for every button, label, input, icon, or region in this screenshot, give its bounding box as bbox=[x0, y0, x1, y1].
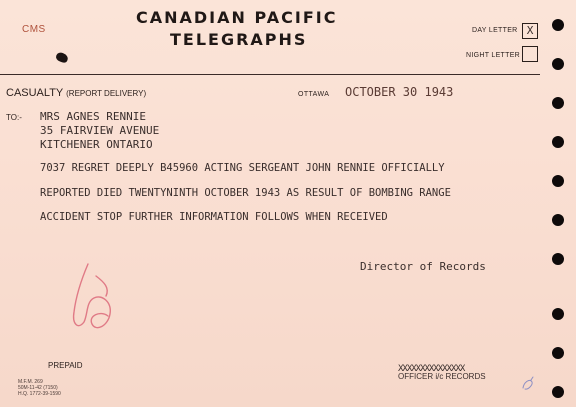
night-letter-label: NIGHT LETTER bbox=[466, 52, 521, 59]
punch-hole bbox=[552, 136, 564, 148]
day-letter-label: DAY LETTER bbox=[472, 27, 518, 34]
punch-hole bbox=[552, 386, 564, 398]
officer-label: OFFICER i/c RECORDS bbox=[398, 372, 486, 381]
telegram-date: OCTOBER 30 1943 bbox=[345, 85, 454, 99]
prepaid-label: PREPAID bbox=[48, 361, 83, 370]
header-rule bbox=[0, 74, 540, 75]
delivery-note: (REPORT DELIVERY) bbox=[66, 89, 147, 98]
punch-hole bbox=[552, 175, 564, 187]
to-label: TO:- bbox=[6, 113, 22, 122]
punch-hole bbox=[552, 97, 564, 109]
form-number-3: H.Q. 1772-39-1590 bbox=[18, 391, 61, 397]
struck-out-text: XXXXXXXXXXXXXXX bbox=[398, 364, 465, 374]
signature: Director of Records bbox=[360, 260, 486, 273]
company-name-line1: CANADIAN PACIFIC bbox=[136, 8, 338, 27]
handwritten-scribble bbox=[66, 258, 130, 342]
office-code: CMS bbox=[22, 24, 46, 35]
message-line-3: ACCIDENT STOP FURTHER INFORMATION FOLLOWS WHEN RECEIVED bbox=[40, 211, 388, 223]
punch-hole bbox=[552, 253, 564, 265]
punch-hole bbox=[552, 347, 564, 359]
company-name-line2: TELEGRAPHS bbox=[170, 30, 308, 49]
form-number-2: 50M-11-42 (7150) bbox=[18, 385, 58, 391]
ink-blot bbox=[55, 51, 69, 64]
handwritten-initial bbox=[518, 374, 538, 394]
night-letter-checkbox[interactable] bbox=[522, 46, 538, 62]
punch-hole bbox=[552, 308, 564, 320]
day-letter-checkbox[interactable]: X bbox=[522, 23, 538, 39]
casualty-label: CASUALTY bbox=[6, 87, 64, 99]
form-number-1: M.F.M. 269 bbox=[18, 379, 43, 385]
origin-place: OTTAWA bbox=[298, 91, 330, 98]
recipient-city: KITCHENER ONTARIO bbox=[40, 138, 153, 151]
message-line-2: REPORTED DIED TWENTYNINTH OCTOBER 1943 AS RESULT OF BOMBING RANGE bbox=[40, 187, 451, 199]
recipient-street: 35 FAIRVIEW AVENUE bbox=[40, 124, 160, 137]
punch-hole bbox=[552, 19, 564, 31]
punch-hole bbox=[552, 214, 564, 226]
message-line-1: 7037 REGRET DEEPLY B45960 ACTING SERGEANT JOHN RENNIE OFFICIALLY bbox=[40, 162, 445, 174]
punch-hole bbox=[552, 58, 564, 70]
casualty-line bbox=[6, 87, 146, 99]
recipient-name: MRS AGNES RENNIE bbox=[40, 110, 146, 123]
